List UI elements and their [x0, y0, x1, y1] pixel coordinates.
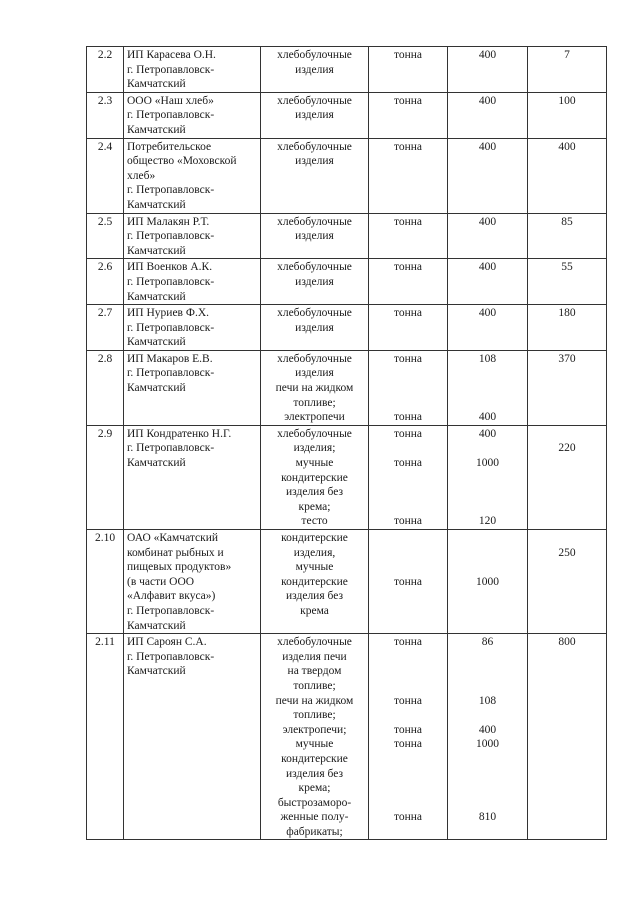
product-line: изделия — [295, 63, 334, 76]
product-line: хлебобулочные — [277, 94, 352, 107]
unit-line — [372, 650, 444, 665]
table-body — [87, 47, 607, 840]
product-line: изделия — [295, 230, 334, 243]
unit-line: тонна — [393, 636, 423, 649]
capacity-line: 120 — [478, 515, 497, 528]
capacity-line: 400 — [478, 427, 497, 440]
capacity-line: 86 — [481, 636, 494, 649]
volume-text: 220 — [558, 442, 576, 455]
capacity-line — [451, 531, 524, 546]
product-line: изделия; — [293, 442, 336, 455]
capacity-value — [448, 138, 528, 213]
table-row — [87, 47, 607, 93]
table-row — [87, 138, 607, 213]
product-type — [261, 350, 369, 425]
capacity-value — [448, 47, 528, 93]
table-row — [87, 92, 607, 138]
product-line: электропечи; — [282, 723, 347, 736]
unit-line — [372, 664, 444, 679]
product-line: изделия — [295, 367, 334, 380]
product-line: хлебобулочные — [277, 427, 352, 440]
enterprise-name — [124, 259, 261, 305]
capacity-line — [451, 679, 524, 694]
product-line: фабрикаты; — [286, 825, 343, 838]
unit-of-measure — [369, 213, 448, 259]
unit-line: тонна — [393, 811, 423, 824]
name-line: комбинат рыбных и — [127, 546, 224, 559]
name-line: ИП Военков А.К. — [127, 261, 213, 274]
spacer — [531, 531, 603, 546]
capacity-line — [451, 708, 524, 723]
unit-of-measure — [369, 530, 448, 634]
name-line: г. Петропавловск- — [127, 109, 215, 122]
product-line: хлебобулочные — [277, 261, 352, 274]
row-number: 2.10 — [87, 530, 124, 634]
capacity-line — [451, 650, 524, 665]
name-line: г. Петропавловск- — [127, 321, 215, 334]
product-line: печи на жидком — [275, 694, 354, 707]
enterprise-name — [124, 350, 261, 425]
product-line: мучные — [295, 457, 334, 470]
product-line: хлебобулочные — [277, 352, 352, 365]
capacity-value — [448, 530, 528, 634]
product-line: изделия, — [293, 546, 336, 559]
name-line: Камчатский — [127, 198, 186, 211]
capacity-line: 1000 — [476, 738, 499, 751]
capacity-line — [451, 396, 524, 411]
unit-of-measure — [369, 634, 448, 840]
capacity-line — [451, 485, 524, 500]
enterprise-table — [86, 46, 607, 840]
volume-text: 250 — [558, 546, 576, 559]
product-line: топливе; — [293, 709, 336, 722]
product-line: крема — [300, 604, 329, 617]
capacity-line: 1000 — [476, 457, 499, 470]
unit-line — [372, 441, 444, 456]
spacer — [531, 427, 603, 442]
volume-text: 100 — [558, 94, 576, 107]
capacity-line: 400 — [478, 307, 497, 320]
name-line: г. Петропавловск- — [127, 63, 215, 76]
enterprise-name — [124, 530, 261, 634]
unit-line — [372, 546, 444, 561]
unit-of-measure — [369, 92, 448, 138]
unit-line — [372, 781, 444, 796]
product-line: топливе; — [293, 679, 336, 692]
capacity-line — [451, 441, 524, 456]
capacity-value — [448, 92, 528, 138]
product-line: хлебобулочные — [277, 636, 352, 649]
volume-value — [528, 213, 607, 259]
row-number: 2.3 — [87, 92, 124, 138]
product-line: крема; — [298, 782, 331, 795]
unit-line: тонна — [393, 411, 423, 424]
unit-of-measure — [369, 305, 448, 351]
volume-value — [528, 425, 607, 529]
volume-value — [528, 259, 607, 305]
unit-line: тонна — [393, 215, 423, 228]
name-line: Камчатский — [127, 78, 186, 91]
product-line: изделия — [295, 275, 334, 288]
table-row — [87, 305, 607, 351]
capacity-line — [451, 752, 524, 767]
unit-line — [372, 796, 444, 811]
row-number: 2.9 — [87, 425, 124, 529]
name-line: ИП Макаров Е.В. — [127, 352, 213, 365]
capacity-line — [451, 500, 524, 515]
name-line: ИП Карасева О.Н. — [127, 49, 216, 61]
name-line: Камчатский — [127, 457, 186, 470]
row-number: 2.4 — [87, 138, 124, 213]
volume-value — [528, 350, 607, 425]
volume-text: 180 — [558, 307, 576, 320]
capacity-line: 108 — [478, 694, 497, 707]
product-line: печи на жидком — [275, 382, 354, 395]
volume-text: 85 — [561, 215, 573, 228]
name-line: Потребительское — [127, 140, 212, 153]
unit-line: тонна — [393, 94, 423, 107]
volume-value — [528, 530, 607, 634]
product-line: хлебобулочные — [277, 140, 352, 153]
volume-value — [528, 47, 607, 93]
row-number: 2.8 — [87, 350, 124, 425]
unit-line: тонна — [393, 694, 423, 707]
product-line: мучные — [295, 561, 334, 574]
table-row — [87, 530, 607, 634]
unit-line: тонна — [393, 261, 423, 274]
table-row — [87, 350, 607, 425]
unit-line — [372, 381, 444, 396]
product-line: электропечи — [284, 411, 345, 424]
unit-line — [372, 679, 444, 694]
product-line: хлебобулочные — [277, 49, 352, 61]
product-line: хлебобулочные — [277, 215, 352, 228]
table-row — [87, 259, 607, 305]
name-line: Камчатский — [127, 382, 186, 395]
product-type — [261, 530, 369, 634]
capacity-value — [448, 259, 528, 305]
table-row — [87, 634, 607, 840]
product-line: кондитерские — [281, 752, 348, 765]
name-line: Камчатский — [127, 665, 186, 678]
unit-line — [372, 485, 444, 500]
name-line: ИП Сароян С.А. — [127, 636, 207, 649]
capacity-line — [451, 767, 524, 782]
unit-line — [372, 708, 444, 723]
name-line: Камчатский — [127, 244, 186, 257]
name-line: ОАО «Камчатский — [127, 532, 219, 544]
capacity-line — [451, 546, 524, 561]
unit-line: тонна — [393, 427, 423, 440]
product-type — [261, 213, 369, 259]
product-line: топливе; — [293, 396, 336, 409]
product-line: хлебобулочные — [277, 307, 352, 320]
capacity-line: 1000 — [476, 575, 499, 588]
product-line: изделия — [295, 321, 334, 334]
row-number: 2.5 — [87, 213, 124, 259]
product-type — [261, 92, 369, 138]
name-line: Камчатский — [127, 290, 186, 303]
row-number: 2.2 — [87, 47, 124, 93]
capacity-line: 400 — [478, 215, 497, 228]
product-type — [261, 138, 369, 213]
capacity-line: 810 — [478, 811, 497, 824]
product-line: кондитерские — [281, 532, 348, 544]
product-type — [261, 425, 369, 529]
name-line: г. Петропавловск- — [127, 230, 215, 243]
product-line: изделия без — [286, 486, 343, 499]
product-line: изделия печи — [282, 650, 347, 663]
name-line: г. Петропавловск- — [127, 442, 215, 455]
product-type — [261, 259, 369, 305]
name-line: Камчатский — [127, 123, 186, 136]
unit-of-measure — [369, 350, 448, 425]
unit-of-measure — [369, 138, 448, 213]
product-line: изделия — [295, 109, 334, 122]
name-line: ИП Нуриев Ф.Х. — [127, 307, 209, 320]
product-line: кондитерские — [281, 471, 348, 484]
product-line: крема; — [298, 500, 331, 513]
unit-line — [372, 767, 444, 782]
unit-line: тонна — [393, 457, 423, 470]
unit-line — [372, 752, 444, 767]
volume-value — [528, 634, 607, 840]
name-line: ИП Кондратенко Н.Г. — [127, 427, 232, 440]
name-line: (в части ООО — [127, 575, 195, 588]
capacity-line: 400 — [478, 261, 497, 274]
product-line: на твердом — [287, 665, 342, 678]
unit-of-measure — [369, 425, 448, 529]
unit-line — [372, 471, 444, 486]
row-number: 2.6 — [87, 259, 124, 305]
name-line: ИП Малакян Р.Т. — [127, 215, 210, 228]
capacity-value — [448, 350, 528, 425]
row-number: 2.7 — [87, 305, 124, 351]
capacity-line: 400 — [478, 723, 497, 736]
unit-line — [372, 366, 444, 381]
capacity-line: 400 — [478, 140, 497, 153]
enterprise-name — [124, 425, 261, 529]
unit-line — [372, 531, 444, 546]
product-line: быстрозаморо- — [277, 796, 352, 809]
enterprise-name — [124, 305, 261, 351]
unit-of-measure — [369, 47, 448, 93]
capacity-line — [451, 664, 524, 679]
enterprise-name — [124, 92, 261, 138]
product-type — [261, 305, 369, 351]
capacity-line — [451, 471, 524, 486]
unit-line: тонна — [393, 738, 423, 751]
name-line: г. Петропавловск- — [127, 604, 215, 617]
name-line: г. Петропавловск- — [127, 184, 215, 197]
name-line: г. Петропавловск- — [127, 650, 215, 663]
row-number: 2.11 — [87, 634, 124, 840]
capacity-line — [451, 796, 524, 811]
unit-line: тонна — [393, 575, 423, 588]
enterprise-name — [124, 138, 261, 213]
capacity-value — [448, 634, 528, 840]
name-line: хлеб» — [127, 169, 156, 182]
product-type — [261, 634, 369, 840]
volume-value — [528, 92, 607, 138]
volume-text: 370 — [558, 352, 576, 365]
name-line: пищевых продуктов» — [127, 561, 232, 574]
product-line: мучные — [295, 738, 334, 751]
table-row — [87, 425, 607, 529]
capacity-line: 108 — [478, 352, 497, 365]
name-line: Камчатский — [127, 619, 186, 632]
enterprise-name — [124, 213, 261, 259]
product-line: изделия без — [286, 767, 343, 780]
unit-line: тонна — [393, 723, 423, 736]
unit-line — [372, 560, 444, 575]
capacity-value — [448, 305, 528, 351]
enterprise-name — [124, 47, 261, 93]
capacity-value — [448, 213, 528, 259]
unit-line: тонна — [393, 49, 423, 61]
name-line: «Алфавит вкуса») — [127, 590, 216, 603]
unit-of-measure — [369, 259, 448, 305]
volume-text: 55 — [561, 261, 573, 274]
product-line: кондитерские — [281, 575, 348, 588]
product-line: изделия — [295, 155, 334, 168]
volume-text: 400 — [558, 140, 576, 153]
name-line: общество «Моховской — [127, 155, 237, 168]
capacity-line: 400 — [478, 411, 497, 424]
unit-line: тонна — [393, 515, 423, 528]
name-line: г. Петропавловск- — [127, 275, 215, 288]
unit-line: тонна — [393, 352, 423, 365]
capacity-line: 400 — [478, 49, 497, 61]
unit-line: тонна — [393, 307, 423, 320]
product-line: изделия без — [286, 590, 343, 603]
volume-value — [528, 138, 607, 213]
table-row — [87, 213, 607, 259]
product-line: тесто — [301, 515, 328, 528]
capacity-line — [451, 381, 524, 396]
name-line: г. Петропавловск- — [127, 367, 215, 380]
capacity-line — [451, 781, 524, 796]
capacity-line — [451, 366, 524, 381]
enterprise-name — [124, 634, 261, 840]
volume-text: 7 — [564, 49, 570, 61]
name-line: ООО «Наш хлеб» — [127, 94, 214, 107]
unit-line — [372, 396, 444, 411]
product-line: женные полу- — [280, 811, 349, 824]
capacity-line: 400 — [478, 94, 497, 107]
volume-text: 800 — [558, 636, 576, 649]
unit-line — [372, 500, 444, 515]
capacity-value — [448, 425, 528, 529]
volume-value — [528, 305, 607, 351]
capacity-line — [451, 560, 524, 575]
unit-line: тонна — [393, 140, 423, 153]
product-type — [261, 47, 369, 93]
name-line: Камчатский — [127, 336, 186, 349]
